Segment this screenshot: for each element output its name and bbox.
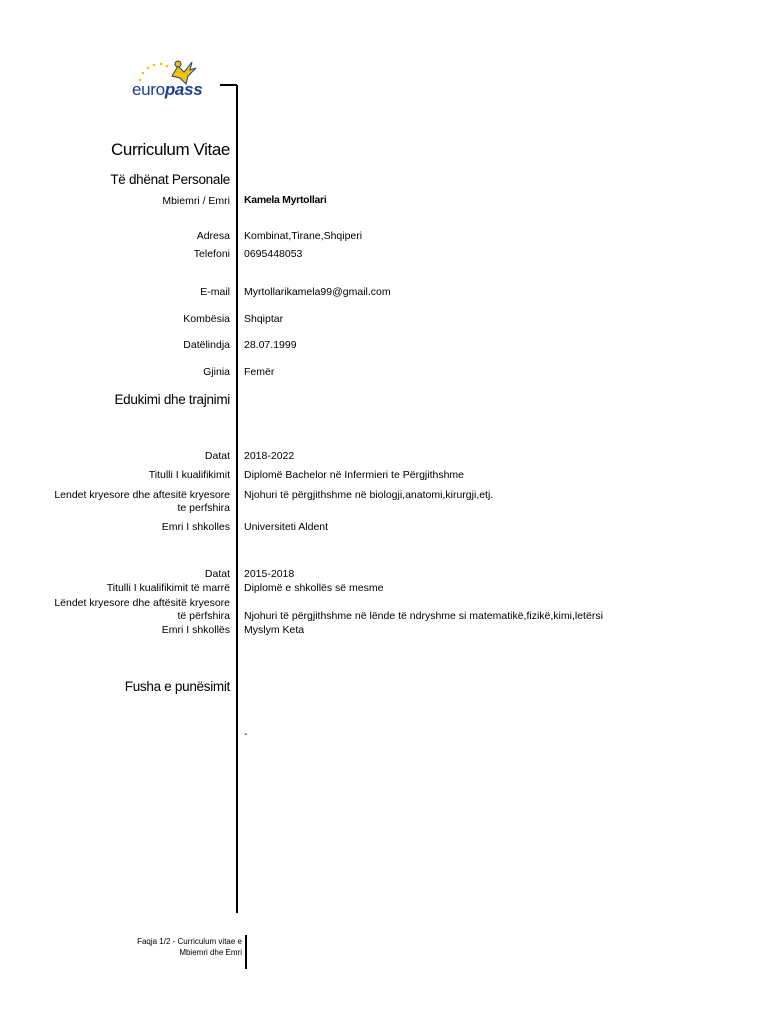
footer-name-info: Mbiemri dhe Emri [179, 948, 242, 957]
email-value: Myrtollarikamela99@gmail.com [244, 286, 391, 298]
nationality-value: Shqiptar [244, 313, 284, 325]
gender-value: Femër [244, 366, 275, 378]
name-value: Kamela Myrtollari [244, 194, 327, 206]
logo-prefix: euro [132, 80, 165, 99]
edu1-skills-label-line2: te perfshira [177, 502, 230, 514]
edu2-skills-value: Njohuri të përgjithshme në lënde të ndryshme si matematikë,fizikë,kimi,letërsi [244, 610, 603, 622]
birthdate-label: Datëlindja [183, 339, 230, 351]
edu1-skills-label-line1: Lendet kryesore dhe aftesitë kryesore [54, 489, 230, 501]
personal-heading: Të dhënat Personale [110, 172, 230, 187]
edu1-qualification-value: Diplomë Bachelor në Infermieri te Përgjithshme [244, 469, 465, 481]
footer-page-info: Faqja 1/2 - Curriculum vitae e [137, 937, 242, 946]
logo-suffix: pass [164, 80, 203, 99]
edu2-date-label: Datat [204, 568, 230, 580]
nationality-label: Kombësia [183, 313, 230, 325]
edu1-school-value: Universiteti Aldent [244, 521, 329, 533]
email-label: E-mail [200, 286, 230, 298]
name-label: Mbiemri / Emri [162, 195, 230, 207]
edu1-qualification-label: Titulli I kualifikimit [148, 469, 230, 481]
edu2-qualification-value: Diplomë e shkollës së mesme [244, 582, 384, 594]
edu2-qualification-label: Titulli I kualifikimit të marrë [106, 582, 230, 594]
address-value: Kombinat,Tirane,Shqiperi [244, 230, 363, 242]
edu2-skills-label-line2: të përfshira [177, 610, 230, 622]
edu2-date-value: 2015-2018 [244, 568, 295, 580]
footer-vertical-rule [245, 935, 247, 969]
employment-heading: Fusha e punësimit [124, 679, 230, 694]
edu1-date-value: 2018-2022 [244, 450, 295, 462]
edu1-date-label: Datat [204, 450, 230, 462]
edu2-school-value: Myslym Keta [244, 624, 305, 636]
phone-value: 0695448053 [244, 248, 303, 260]
page-title: Curriculum Vitae [111, 140, 230, 159]
top-rule-tick [220, 84, 237, 86]
address-label: Adresa [196, 230, 230, 242]
edu1-school-label: Emri I shkolles [161, 521, 230, 533]
birthdate-value: 28.07.1999 [244, 339, 297, 351]
main-vertical-rule [236, 85, 238, 913]
edu2-school-label: Emri I shkollës [161, 624, 230, 636]
edu2-skills-label-line1: Lëndet kryesore dhe aftësitë kryesore [54, 597, 230, 609]
phone-label: Telefoni [193, 248, 230, 260]
education-heading: Edukimi dhe trajnimi [114, 392, 230, 407]
europass-logo-text [132, 80, 202, 100]
employment-value: - [244, 728, 248, 740]
edu1-skills-value: Njohuri të përgjithshme në biologji,anatomi,kirurgji,etj. [244, 489, 494, 501]
gender-label: Gjinia [203, 366, 230, 378]
